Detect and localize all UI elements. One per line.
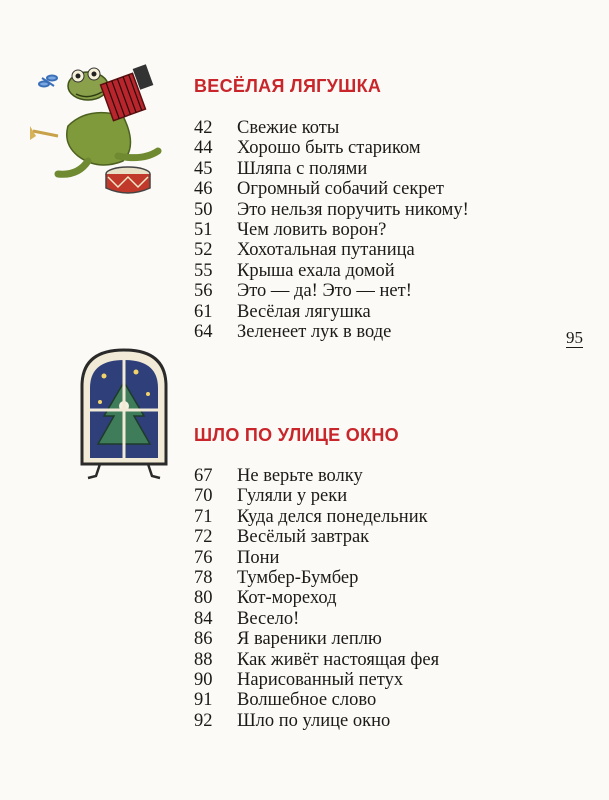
toc-page-number: 64 xyxy=(194,321,213,342)
toc-page-number: 91 xyxy=(194,690,213,711)
toc-entry-title: Пони xyxy=(237,547,280,568)
toc-entry-title: Как живёт настоящая фея xyxy=(237,649,440,670)
toc-entry[interactable] xyxy=(194,220,469,240)
toc-entry[interactable] xyxy=(194,527,439,547)
toc-entry[interactable] xyxy=(194,302,469,322)
toc-page-number: 52 xyxy=(194,240,213,261)
toc-entry-title: Огромный собачий секрет xyxy=(237,179,444,200)
toc-entry[interactable] xyxy=(194,138,469,158)
toc-page-number: 88 xyxy=(194,649,213,670)
toc-entry-title: Шло по улице окно xyxy=(237,710,391,731)
toc-entry-title: Нарисованный петух xyxy=(237,669,404,690)
toc-entry-title: Волшебное слово xyxy=(237,690,377,711)
toc-entry[interactable] xyxy=(194,261,469,281)
toc-entry-title: Не верьте волку xyxy=(237,466,363,486)
toc-entry-title: Тумбер-Бумбер xyxy=(237,567,359,588)
toc-entry[interactable] xyxy=(194,281,469,301)
toc-entry-title: Куда делся понедельник xyxy=(237,506,428,527)
toc-entry-title: Хохотальная путаница xyxy=(237,240,415,261)
toc-entry-title: Шляпа с полями xyxy=(237,158,368,179)
toc-entry-title: Это нельзя поручить никому! xyxy=(237,199,469,220)
toc-page-number: 76 xyxy=(194,547,213,568)
toc-entry-title: Хорошо быть стариком xyxy=(237,138,421,159)
toc-entry[interactable] xyxy=(194,568,439,588)
toc-entry[interactable] xyxy=(194,159,469,179)
toc-entry[interactable] xyxy=(194,670,439,690)
toc-entry[interactable] xyxy=(194,466,439,486)
toc-entry[interactable] xyxy=(194,650,439,670)
toc-entry[interactable] xyxy=(194,240,469,260)
section-title: ШЛО ПО УЛИЦЕ ОКНО xyxy=(194,425,399,445)
toc-entry[interactable] xyxy=(194,322,469,342)
toc-page-number: 42 xyxy=(194,118,213,138)
toc-page-number: 46 xyxy=(194,179,213,200)
frog-with-accordion-icon xyxy=(28,56,178,201)
toc-page-number: 92 xyxy=(194,710,213,731)
toc-page-number: 61 xyxy=(194,301,213,322)
walking-window-icon xyxy=(74,346,174,481)
toc-entry[interactable] xyxy=(194,609,439,629)
toc-page-number: 50 xyxy=(194,199,213,220)
toc-entry[interactable] xyxy=(194,179,469,199)
toc-page-number: 45 xyxy=(194,158,213,179)
toc-entry[interactable] xyxy=(194,629,439,649)
toc-entry[interactable] xyxy=(194,118,469,138)
toc-entry[interactable] xyxy=(194,588,439,608)
toc-page-number: 72 xyxy=(194,527,213,548)
toc-entry[interactable] xyxy=(194,690,439,710)
toc-entry[interactable] xyxy=(194,486,439,506)
toc-page-number: 56 xyxy=(194,281,213,302)
toc-entry-title: Весёлая лягушка xyxy=(237,301,371,322)
toc-page-number: 80 xyxy=(194,588,213,609)
toc-list xyxy=(194,466,439,731)
page-number: 95 xyxy=(566,328,583,347)
toc-entry[interactable] xyxy=(194,548,439,568)
toc-page-number: 86 xyxy=(194,629,213,650)
toc-entry-title: Кот-мореход xyxy=(237,588,337,609)
toc-page-number: 44 xyxy=(194,138,213,159)
toc-entry-title: Гуляли у реки xyxy=(237,486,348,507)
toc-entry-title: Чем ловить ворон? xyxy=(237,219,387,240)
toc-page-number: 70 xyxy=(194,486,213,507)
section-title: ВЕСЁЛАЯ ЛЯГУШКА xyxy=(194,76,382,96)
toc-entry-title: Зеленеет лук в воде xyxy=(237,321,392,342)
toc-entry[interactable] xyxy=(194,200,469,220)
toc-list xyxy=(194,118,469,342)
toc-page-number: 51 xyxy=(194,219,213,240)
toc-page-number: 84 xyxy=(194,608,213,629)
toc-entry-title: Крыша ехала домой xyxy=(237,260,395,281)
toc-entry[interactable] xyxy=(194,711,439,731)
toc-entry-title: Весело! xyxy=(237,608,300,629)
toc-page-number: 67 xyxy=(194,466,213,486)
toc-page-number: 90 xyxy=(194,669,213,690)
toc-entry-title: Весёлый завтрак xyxy=(237,527,370,548)
toc-page-number: 71 xyxy=(194,506,213,527)
toc-entry-title: Свежие коты xyxy=(237,118,340,138)
toc-page-number: 55 xyxy=(194,260,213,281)
toc-entry-title: Это — да! Это — нет! xyxy=(237,281,412,302)
toc-entry-title: Я вареники леплю xyxy=(237,629,382,650)
toc-entry[interactable] xyxy=(194,507,439,527)
toc-page-number: 78 xyxy=(194,567,213,588)
